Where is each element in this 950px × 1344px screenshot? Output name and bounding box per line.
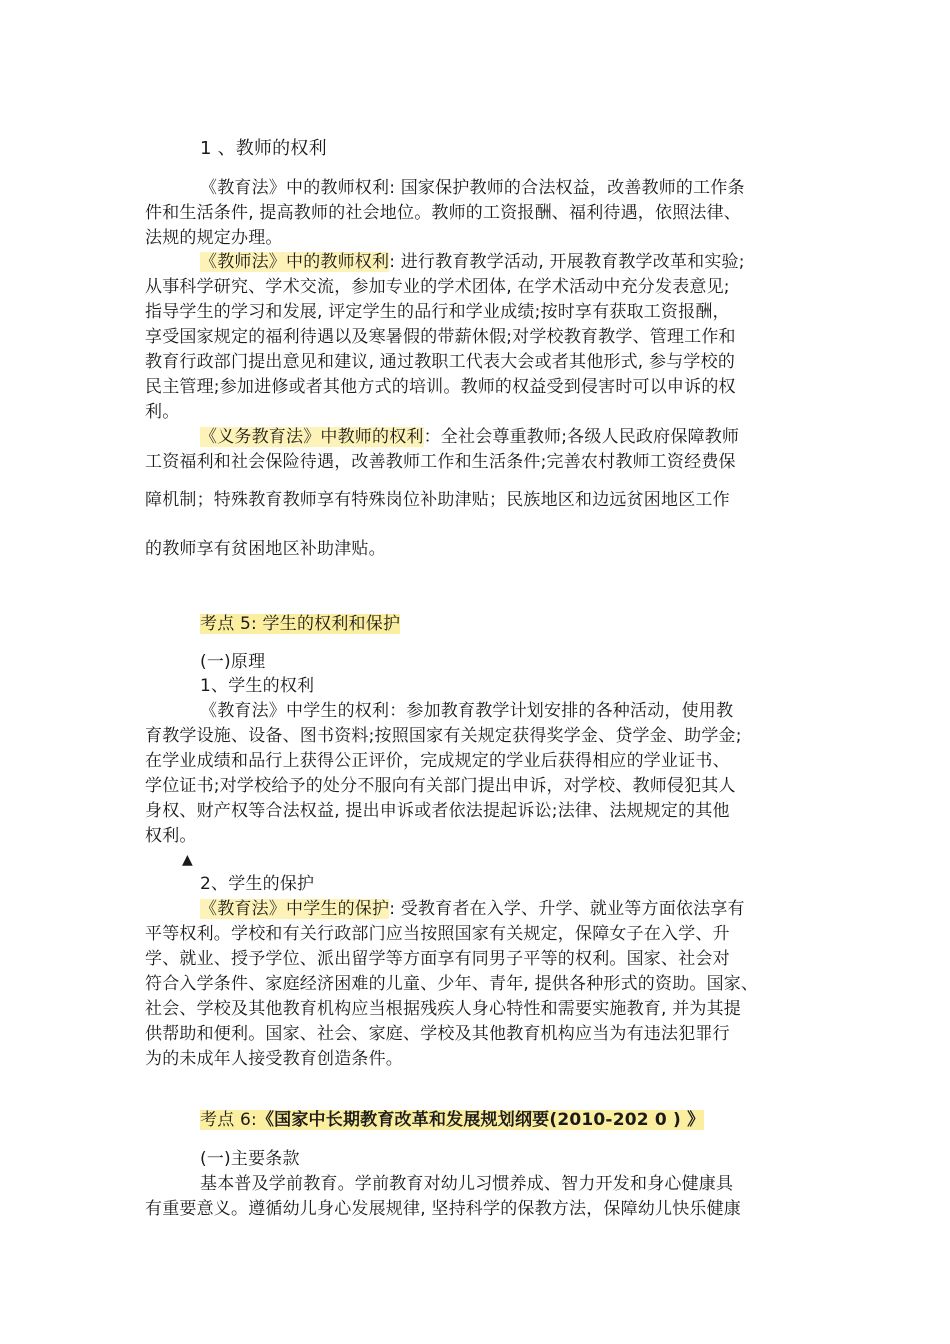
paragraph-line: 育教学设施、设备、图书资料;按照国家有关规定获得奖学金、贷学金、助学金;	[145, 726, 742, 746]
paragraph-line: 权利。	[145, 826, 197, 846]
paragraph-text: : 进行教育教学活动, 开展教育教学改革和实验;	[389, 252, 745, 272]
paragraph-line: 有重要意义。遵循幼儿身心发展规律, 坚持科学的保教方法，保障幼儿快乐健康	[145, 1199, 742, 1219]
paragraph-line: 基本普及学前教育。学前教育对幼儿习惯养成、智力开发和身心健康具	[200, 1174, 734, 1194]
paragraph-line: 供帮助和便利。国家、社会、家庭、学校及其他教育机构应当为有违法犯罪行	[145, 1024, 730, 1044]
section-heading-teacher-rights: 1 、教师的权利	[200, 138, 327, 159]
paragraph-line: 为的未成年人接受教育创造条件。	[145, 1049, 403, 1069]
paragraph-line: 的教师享有贫困地区补助津贴。	[145, 539, 386, 559]
paragraph-line: 教育行政部门提出意见和建议, 通过教职工代表大会或者其他形式, 参与学校的	[145, 352, 736, 372]
highlighted-law-label: 《教师法》中的教师权利	[200, 252, 390, 272]
paragraph-text: ：全社会尊重教师;各级人民政府保障教师	[423, 427, 740, 447]
section-heading-plan-outline: 考点 6:《国家中长期教育改革和发展规划纲要(2010-202 0 ) 》	[200, 1110, 705, 1130]
paragraph-line: 《教育法》中的教师权利: 国家保护教师的合法权益，改善教师的工作条	[200, 178, 745, 198]
paragraph-line: 民主管理;参加进修或者其他方式的培训。教师的权益受到侵害时可以申诉的权	[145, 377, 736, 397]
subheading: 1、学生的权利	[200, 676, 315, 696]
paragraph-line: 享受国家规定的福利待遇以及寒暑假的带薪休假;对学校教育教学、管理工作和	[145, 327, 736, 347]
highlighted-law-label: 《教育法》中学生的保护	[200, 899, 390, 919]
highlighted-law-label: 《义务教育法》中教师的权利	[200, 427, 424, 447]
paragraph-line: 利。	[145, 402, 180, 422]
subheading: 2、学生的保护	[200, 874, 315, 894]
paragraph-line: 从事科学研究、学术交流，参加专业的学术团体, 在学术活动中充分发表意见;	[145, 277, 730, 297]
paragraph-line: 社会、学校及其他教育机构应当根据残疾人身心特性和需要实施教育, 并为其提	[145, 999, 742, 1019]
paragraph-line: 障机制；特殊教育教师享有特殊岗位补助津贴；民族地区和边远贫困地区工作	[145, 490, 730, 510]
paragraph-line	[200, 897, 745, 921]
paragraph-line: 学位证书;对学校给予的处分不服向有关部门提出申诉，对学校、教师侵犯其人	[145, 776, 736, 796]
paragraph-line	[200, 250, 745, 274]
paragraph-line: 学、就业、授予学位、派出留学等方面享有同男子平等的权利。国家、社会对	[145, 949, 730, 969]
paragraph-line: 在学业成绩和品行上获得公正评价，完成规定的学业后获得相应的学业证书、	[145, 751, 730, 771]
paragraph-line: 符合入学条件、家庭经济困难的儿童、少年、青年, 提供各种形式的资助。国家、	[145, 974, 759, 994]
paragraph-text: : 受教育者在入学、升学、就业等方面依法享有	[389, 899, 745, 919]
subheading: (一)主要条款	[200, 1149, 300, 1169]
small-mark-icon: ▲	[182, 852, 193, 868]
paragraph-line: 平等权利。学校和有关行政部门应当按照国家有关规定，保障女子在入学、升	[145, 924, 730, 944]
paragraph-line	[200, 425, 739, 449]
paragraph-line: 件和生活条件, 提高教师的社会地位。教师的工资报酬、福利待遇，依照法律、	[145, 203, 742, 223]
paragraph-line: 身权、财产权等合法权益, 提出申诉或者依法提起诉讼;法律、法规规定的其他	[145, 801, 730, 821]
paragraph-line: 指导学生的学习和发展, 评定学生的品行和学业成绩;按时享有获取工资报酬，	[145, 302, 730, 322]
subheading: (一)原理	[200, 652, 266, 672]
section-heading-student-rights: 考点 5: 学生的权利和保护	[200, 614, 401, 634]
paragraph-line: 法规的规定办理。	[145, 228, 283, 248]
paragraph-line: 工资福利和社会保险待遇，改善教师工作和生活条件;完善农村教师工资经费保	[145, 452, 736, 472]
paragraph-line: 《教育法》中学生的权利：参加教育教学计划安排的各种活动，使用教	[200, 701, 734, 721]
